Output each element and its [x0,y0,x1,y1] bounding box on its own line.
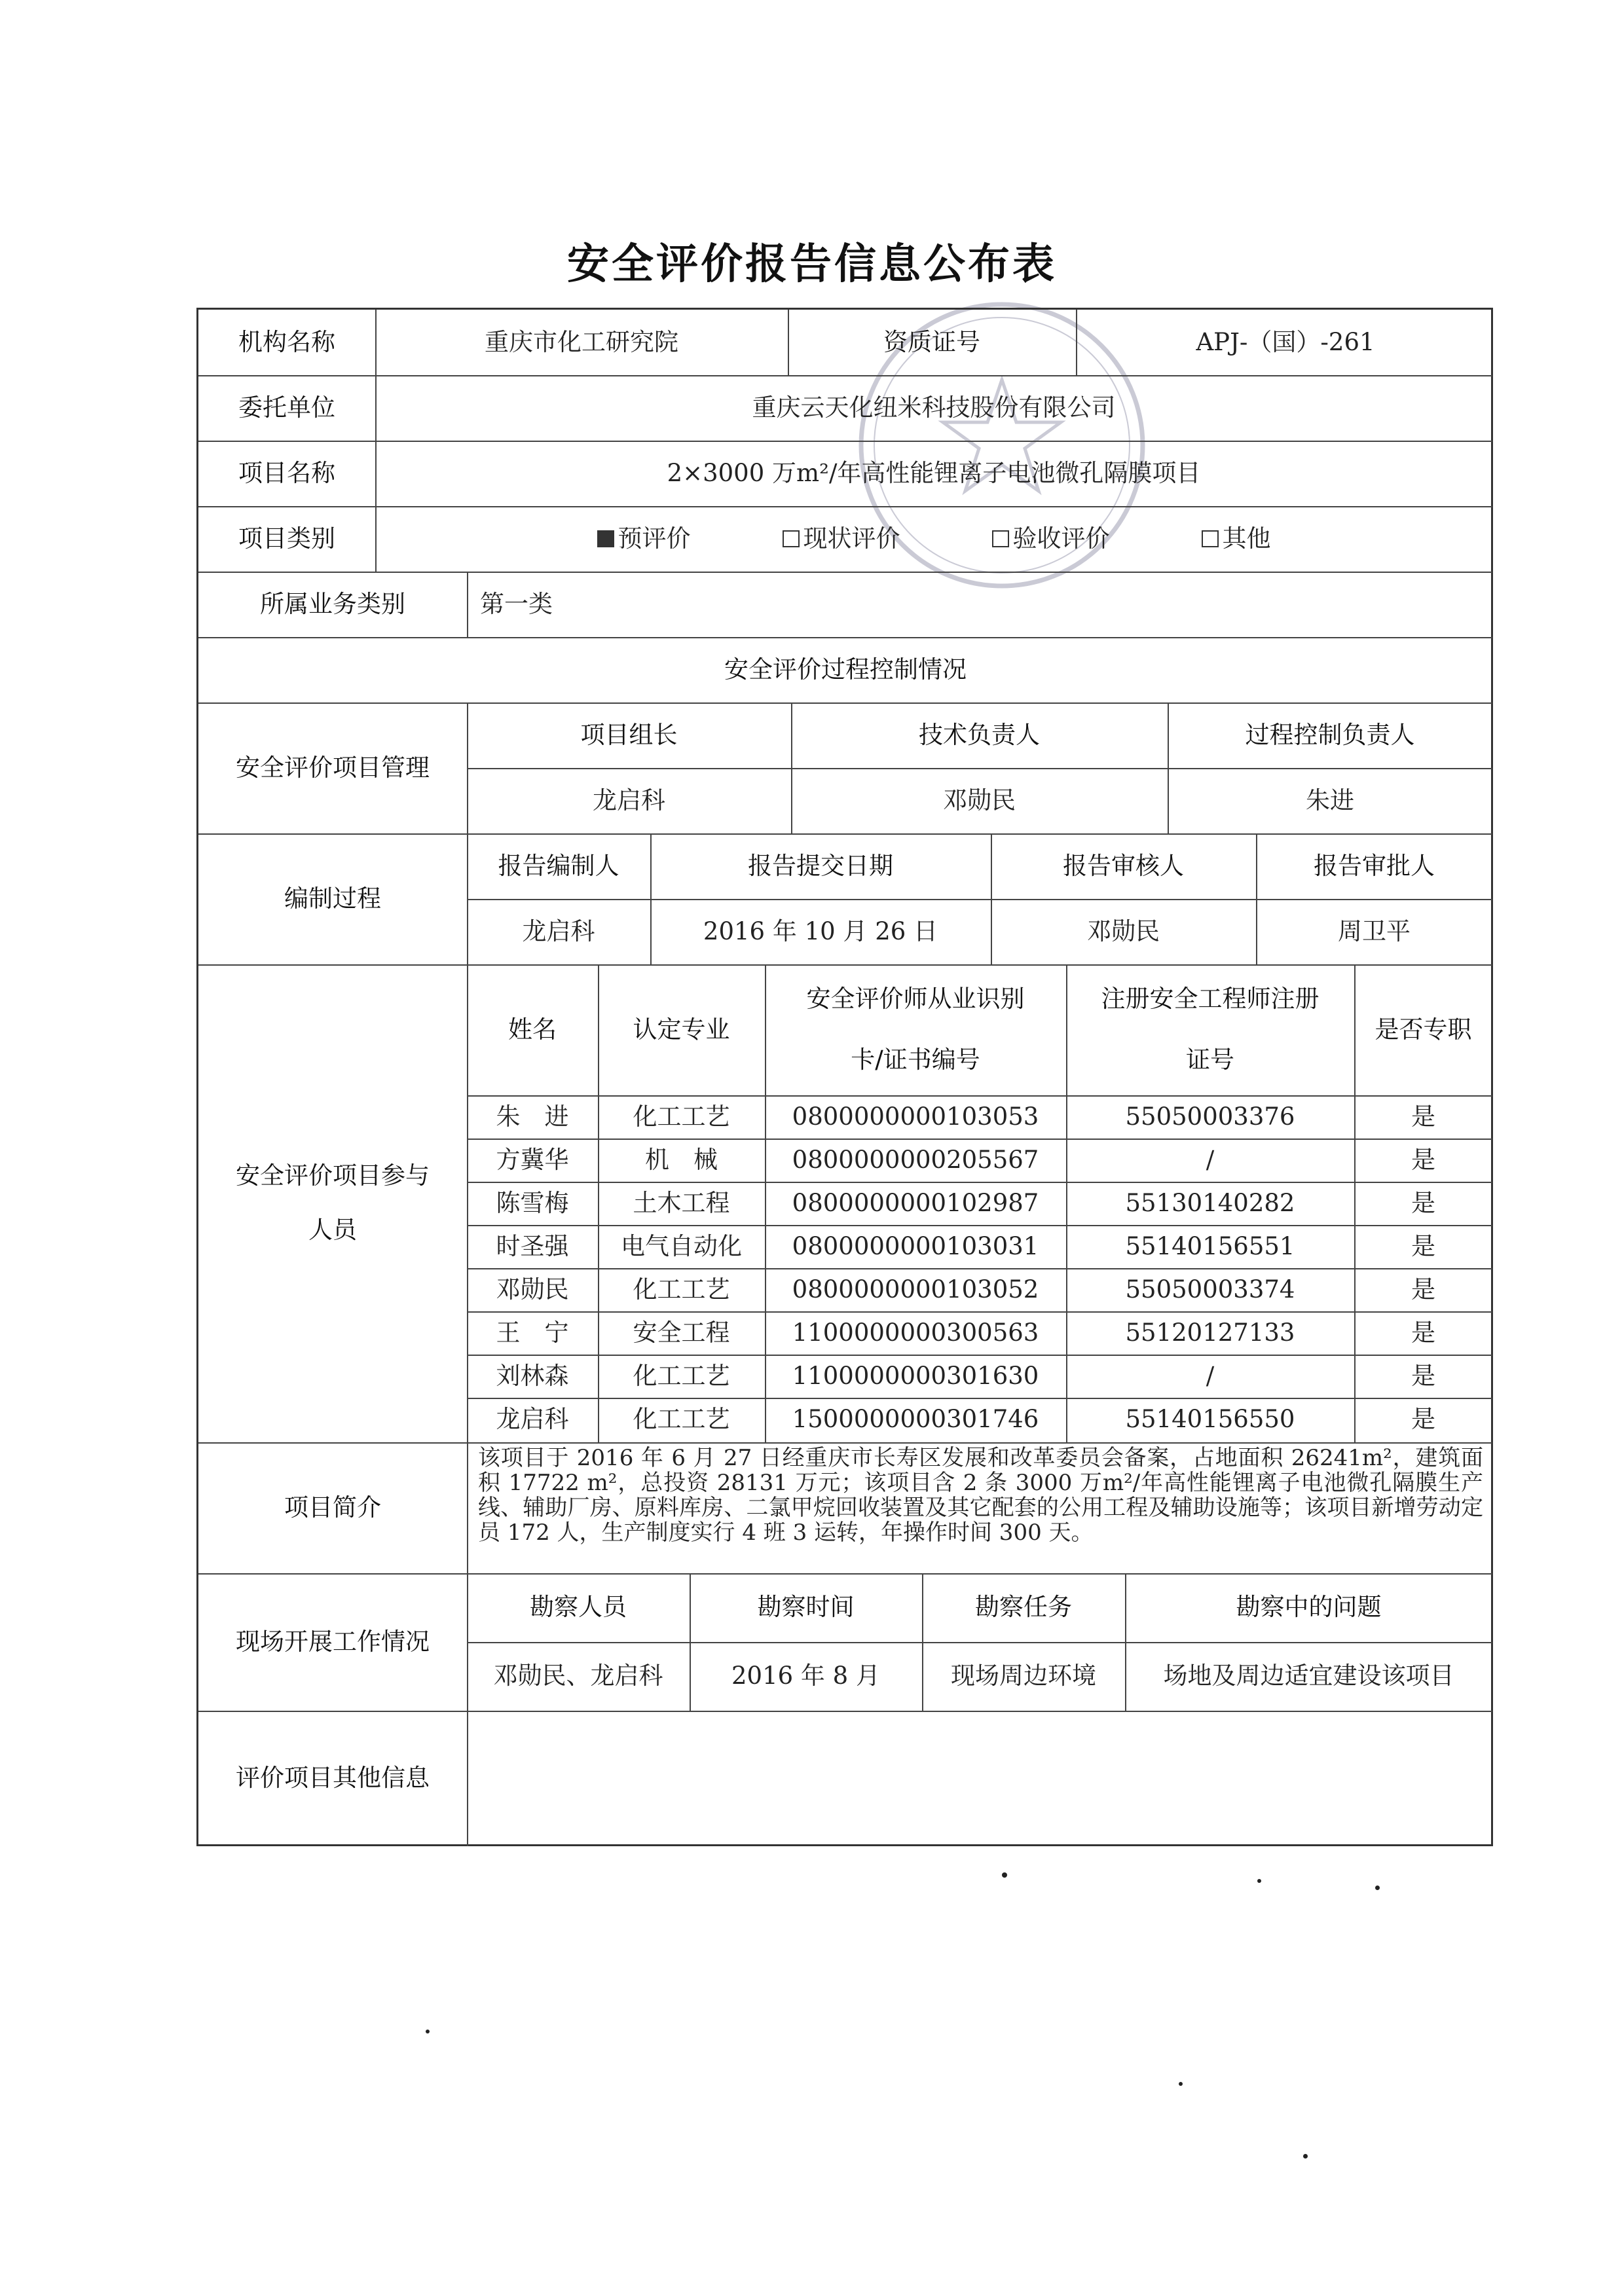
site-work-label: 现场开展工作情况 [236,1627,430,1656]
site-work-header: 勘察中的问题 [1236,1593,1382,1622]
summary-label: 项目简介 [284,1493,381,1522]
compilation-value: 邓勋民 [1087,917,1160,945]
site-work-value: 2016 年 8 月 [731,1662,880,1690]
management-value: 邓勋民 [943,786,1016,814]
site-work-value: 场地及周边适宜建设该项目 [1163,1662,1454,1690]
project-type-options [375,506,1492,572]
checkbox-empty-icon [992,530,1009,547]
participant-reg-cell: 55120127133 [1125,1318,1295,1347]
participant-reg-cell: 55140156550 [1125,1404,1295,1433]
summary-text: 该项目于 2016 年 6 月 27 日经重庆市长寿区发展和改革委员会备案，占地面积 26241m²，建筑面积 17722 m²，总投资 28131 万元；该项目含 2 条 3000 万m²/年高性能锂离子电池微孔隔膜生产线、辅助厂房、原料库房、二氯甲烷回收装置及其它配套的公用工程及辅助设施等；该项目新增劳动定员 172 人，生产制度实行 4 班 3 运转，年操作时间 300 天。 [478,1445,1483,1546]
checkbox-checked-icon [597,530,614,547]
participant-card-cell: 1100000000300563 [792,1318,1039,1347]
compilation-label: 编制过程 [284,884,381,913]
business-category-label: 所属业务类别 [260,589,405,618]
business-category-value: 第一类 [480,589,553,618]
participant-reg-cell: / [1206,1145,1215,1174]
participant-major-cell: 安全工程 [633,1318,730,1347]
participants-label-line1: 安全评价项目参与 [236,1161,430,1190]
participant-name-cell: 刘林森 [496,1361,569,1390]
col-header-fulltime: 是否专职 [1375,1015,1472,1044]
col-header-reg: 注册安全工程师注册 证号 [1101,985,1320,1074]
type-option-acceptance[interactable]: 验收评价 [992,525,1110,553]
participant-reg-cell: 55050003374 [1125,1275,1295,1303]
participant-reg-cell: 55140156551 [1125,1231,1295,1260]
participant-card-cell: 0800000000205567 [792,1145,1039,1174]
participant-fulltime-cell: 是 [1411,1188,1435,1217]
type-option-other[interactable]: 其他 [1202,525,1271,553]
cert-label: 资质证号 [883,327,980,356]
participant-fulltime-cell: 是 [1411,1145,1435,1174]
scan-speck [1257,1879,1261,1883]
participant-name-cell: 龙启科 [496,1404,569,1433]
participant-fulltime-cell: 是 [1411,1102,1435,1131]
management-value: 龙启科 [593,786,665,814]
compilation-value: 2016 年 10 月 26 日 [703,917,938,945]
checkbox-empty-icon [783,530,800,547]
participant-major-cell: 机 械 [645,1145,718,1174]
participant-fulltime-cell: 是 [1411,1318,1435,1347]
participant-name-cell: 王 宁 [496,1318,569,1347]
checkbox-empty-icon [1202,530,1219,547]
participants-label [198,964,467,1442]
type-option-status[interactable]: 现状评价 [783,525,900,553]
participants-label-line2: 人员 [308,1216,357,1244]
compilation-header: 报告审核人 [1063,851,1184,880]
participant-card-cell: 0800000000103052 [792,1275,1039,1303]
participant-major-cell: 土木工程 [633,1188,730,1217]
site-work-header: 勘察时间 [757,1593,855,1622]
participant-name-cell: 邓勋民 [496,1275,569,1303]
participant-name-cell: 方冀华 [496,1145,569,1174]
type-option-pre[interactable]: 预评价 [597,525,691,553]
management-label: 安全评价项目管理 [236,753,430,782]
page-title: 安全评价报告信息公布表 [567,240,1057,289]
site-work-header: 勘察任务 [975,1593,1072,1622]
client-label: 委托单位 [238,393,335,422]
participant-major-cell: 电气自动化 [621,1231,742,1260]
project-name-label: 项目名称 [238,458,335,487]
col-header-major: 认定专业 [633,1015,730,1044]
participant-fulltime-cell: 是 [1411,1361,1435,1390]
participant-reg-cell: / [1206,1361,1215,1390]
participant-card-cell: 1100000000301630 [792,1361,1039,1390]
col-header-card: 安全评价师从业识别 卡/证书编号 [806,985,1025,1074]
management-header: 技术负责人 [919,720,1040,749]
scan-speck [1002,1872,1007,1878]
client-value: 重庆云天化纽米科技股份有限公司 [752,393,1116,422]
scan-speck [1179,2082,1183,2086]
org-value: 重庆市化工研究院 [485,327,678,356]
compilation-value: 龙启科 [522,917,595,945]
participant-name-cell: 陈雪梅 [496,1188,569,1217]
scan-speck [426,2030,430,2033]
management-value: 朱进 [1306,786,1354,814]
participant-card-cell: 1500000000301746 [792,1404,1039,1433]
participant-reg-cell: 55130140282 [1125,1188,1295,1217]
participant-major-cell: 化工工艺 [633,1404,730,1433]
compilation-header: 报告编制人 [498,851,619,880]
participant-major-cell: 化工工艺 [633,1275,730,1303]
site-work-value: 邓勋民、龙启科 [493,1662,663,1690]
participant-reg-cell: 55050003376 [1125,1102,1295,1131]
compilation-header: 报告审批人 [1314,851,1435,880]
compilation-header: 报告提交日期 [748,851,893,880]
other-info-label: 评价项目其他信息 [236,1764,430,1793]
participant-fulltime-cell: 是 [1411,1231,1435,1260]
participant-card-cell: 0800000000103031 [792,1231,1039,1260]
col-header-name: 姓名 [508,1015,557,1044]
info-table [196,308,1493,1846]
process-section-title: 安全评价过程控制情况 [724,655,967,683]
participant-fulltime-cell: 是 [1411,1275,1435,1303]
participant-fulltime-cell: 是 [1411,1404,1435,1433]
participant-card-cell: 0800000000102987 [792,1188,1039,1217]
site-work-header: 勘察人员 [530,1593,627,1622]
participant-name-cell: 时圣强 [496,1231,569,1260]
management-header: 过程控制负责人 [1245,720,1415,749]
project-type-label: 项目类别 [238,524,335,553]
compilation-value: 周卫平 [1338,917,1411,945]
participant-major-cell: 化工工艺 [633,1102,730,1131]
org-label: 机构名称 [238,327,335,356]
management-header: 项目组长 [580,720,678,749]
participant-major-cell: 化工工艺 [633,1361,730,1390]
participant-card-cell: 0800000000103053 [792,1102,1039,1131]
project-name-value: 2×3000 万m²/年高性能锂离子电池微孔隔膜项目 [667,458,1201,487]
participant-name-cell: 朱 进 [496,1102,569,1131]
cert-value: APJ-（国）-261 [1196,327,1375,356]
scan-speck [1375,1886,1380,1890]
scan-speck [1303,2154,1308,2159]
site-work-value: 现场周边环境 [951,1662,1096,1690]
other-info-value [467,1711,1492,1846]
